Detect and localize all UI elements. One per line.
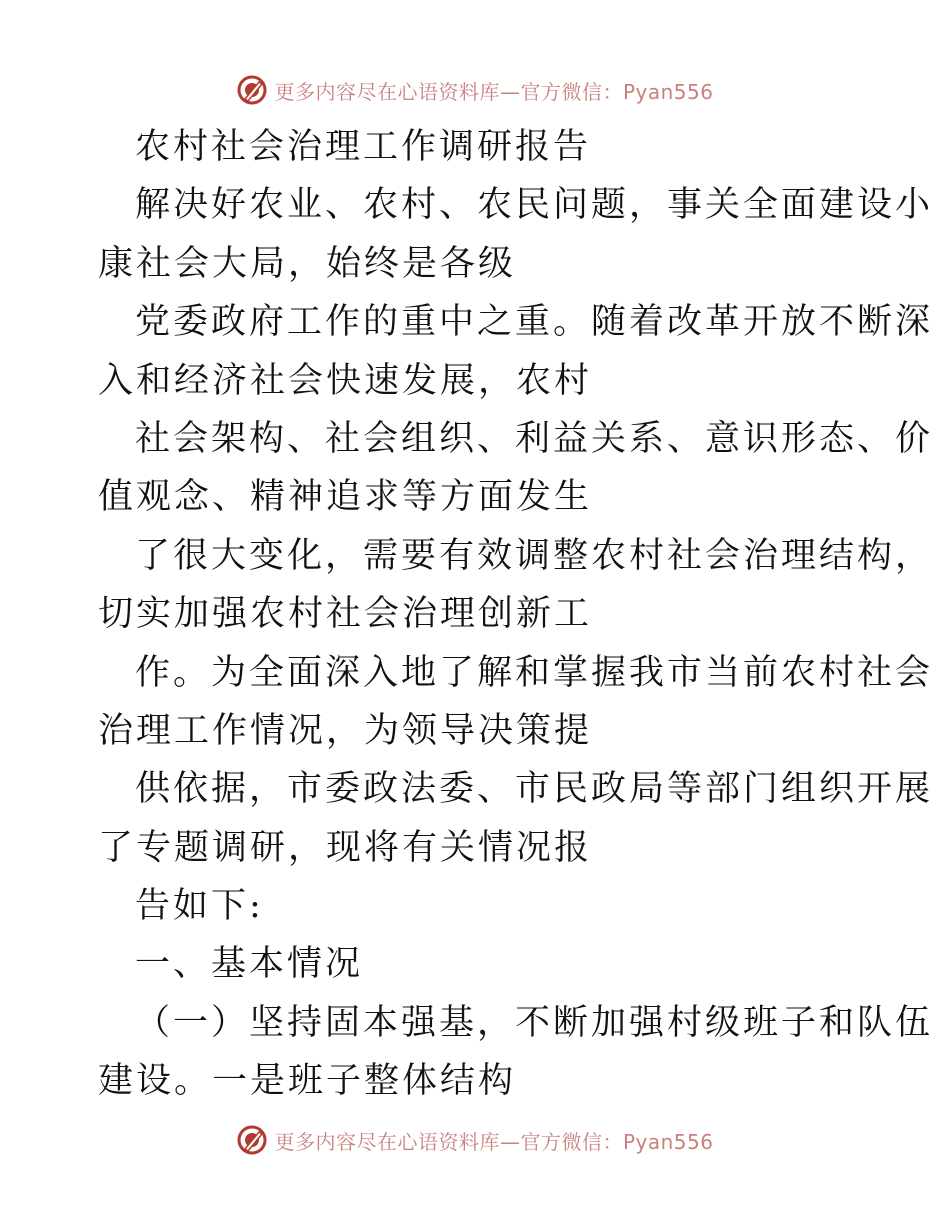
paragraph-line: 作。为全面深入地了解和掌握我市当前农村社会 (135, 652, 934, 693)
header-banner (0, 70, 950, 110)
document-title: 农村社会治理工作调研报告 (135, 127, 592, 167)
paragraph-line: 值观念、精神追求等方面发生 (98, 477, 593, 518)
paragraph-line: 社会架构、社会组织、利益关系、意识形态、价 (135, 418, 934, 459)
subsection-heading: （一）坚持固本强基，不断加强村级班子和队伍 (135, 1002, 934, 1043)
banner-text: 更多内容尽在心语资料库—官方微信：Pyan556 (274, 79, 714, 104)
paragraph-line: 康社会大局，始终是各级 (98, 243, 517, 284)
red-pen-seal-logo-icon (236, 74, 268, 106)
banner-text: 更多内容尽在心语资料库—官方微信：Pyan556 (274, 1129, 714, 1154)
paragraph-line: 供依据，市委政法委、市民政局等部门组织开展 (135, 769, 934, 810)
paragraph-line: 告如下: (135, 886, 264, 927)
paragraph-line: 治理工作情况，为领导决策提 (98, 710, 593, 751)
paragraph-line: 了很大变化，需要有效调整农村社会治理结构， (135, 535, 934, 576)
paragraph-line: 入和经济社会快速发展，农村 (98, 360, 593, 401)
paragraph-line: 切实加强农村社会治理创新工 (98, 594, 593, 635)
section-heading: 一、基本情况 (135, 944, 364, 985)
document-body (98, 118, 934, 1111)
paragraph-line: 党委政府工作的重中之重。随着改革开放不断深 (135, 302, 934, 343)
red-pen-seal-logo-icon (236, 1124, 268, 1156)
paragraph-line: 解决好农业、农村、农民问题，事关全面建设小 (135, 185, 934, 226)
footer-banner (0, 1120, 950, 1160)
paragraph-line: 了专题调研，现将有关情况报 (98, 827, 593, 868)
paragraph-line: 建设。一是班子整体结构 (98, 1061, 517, 1102)
